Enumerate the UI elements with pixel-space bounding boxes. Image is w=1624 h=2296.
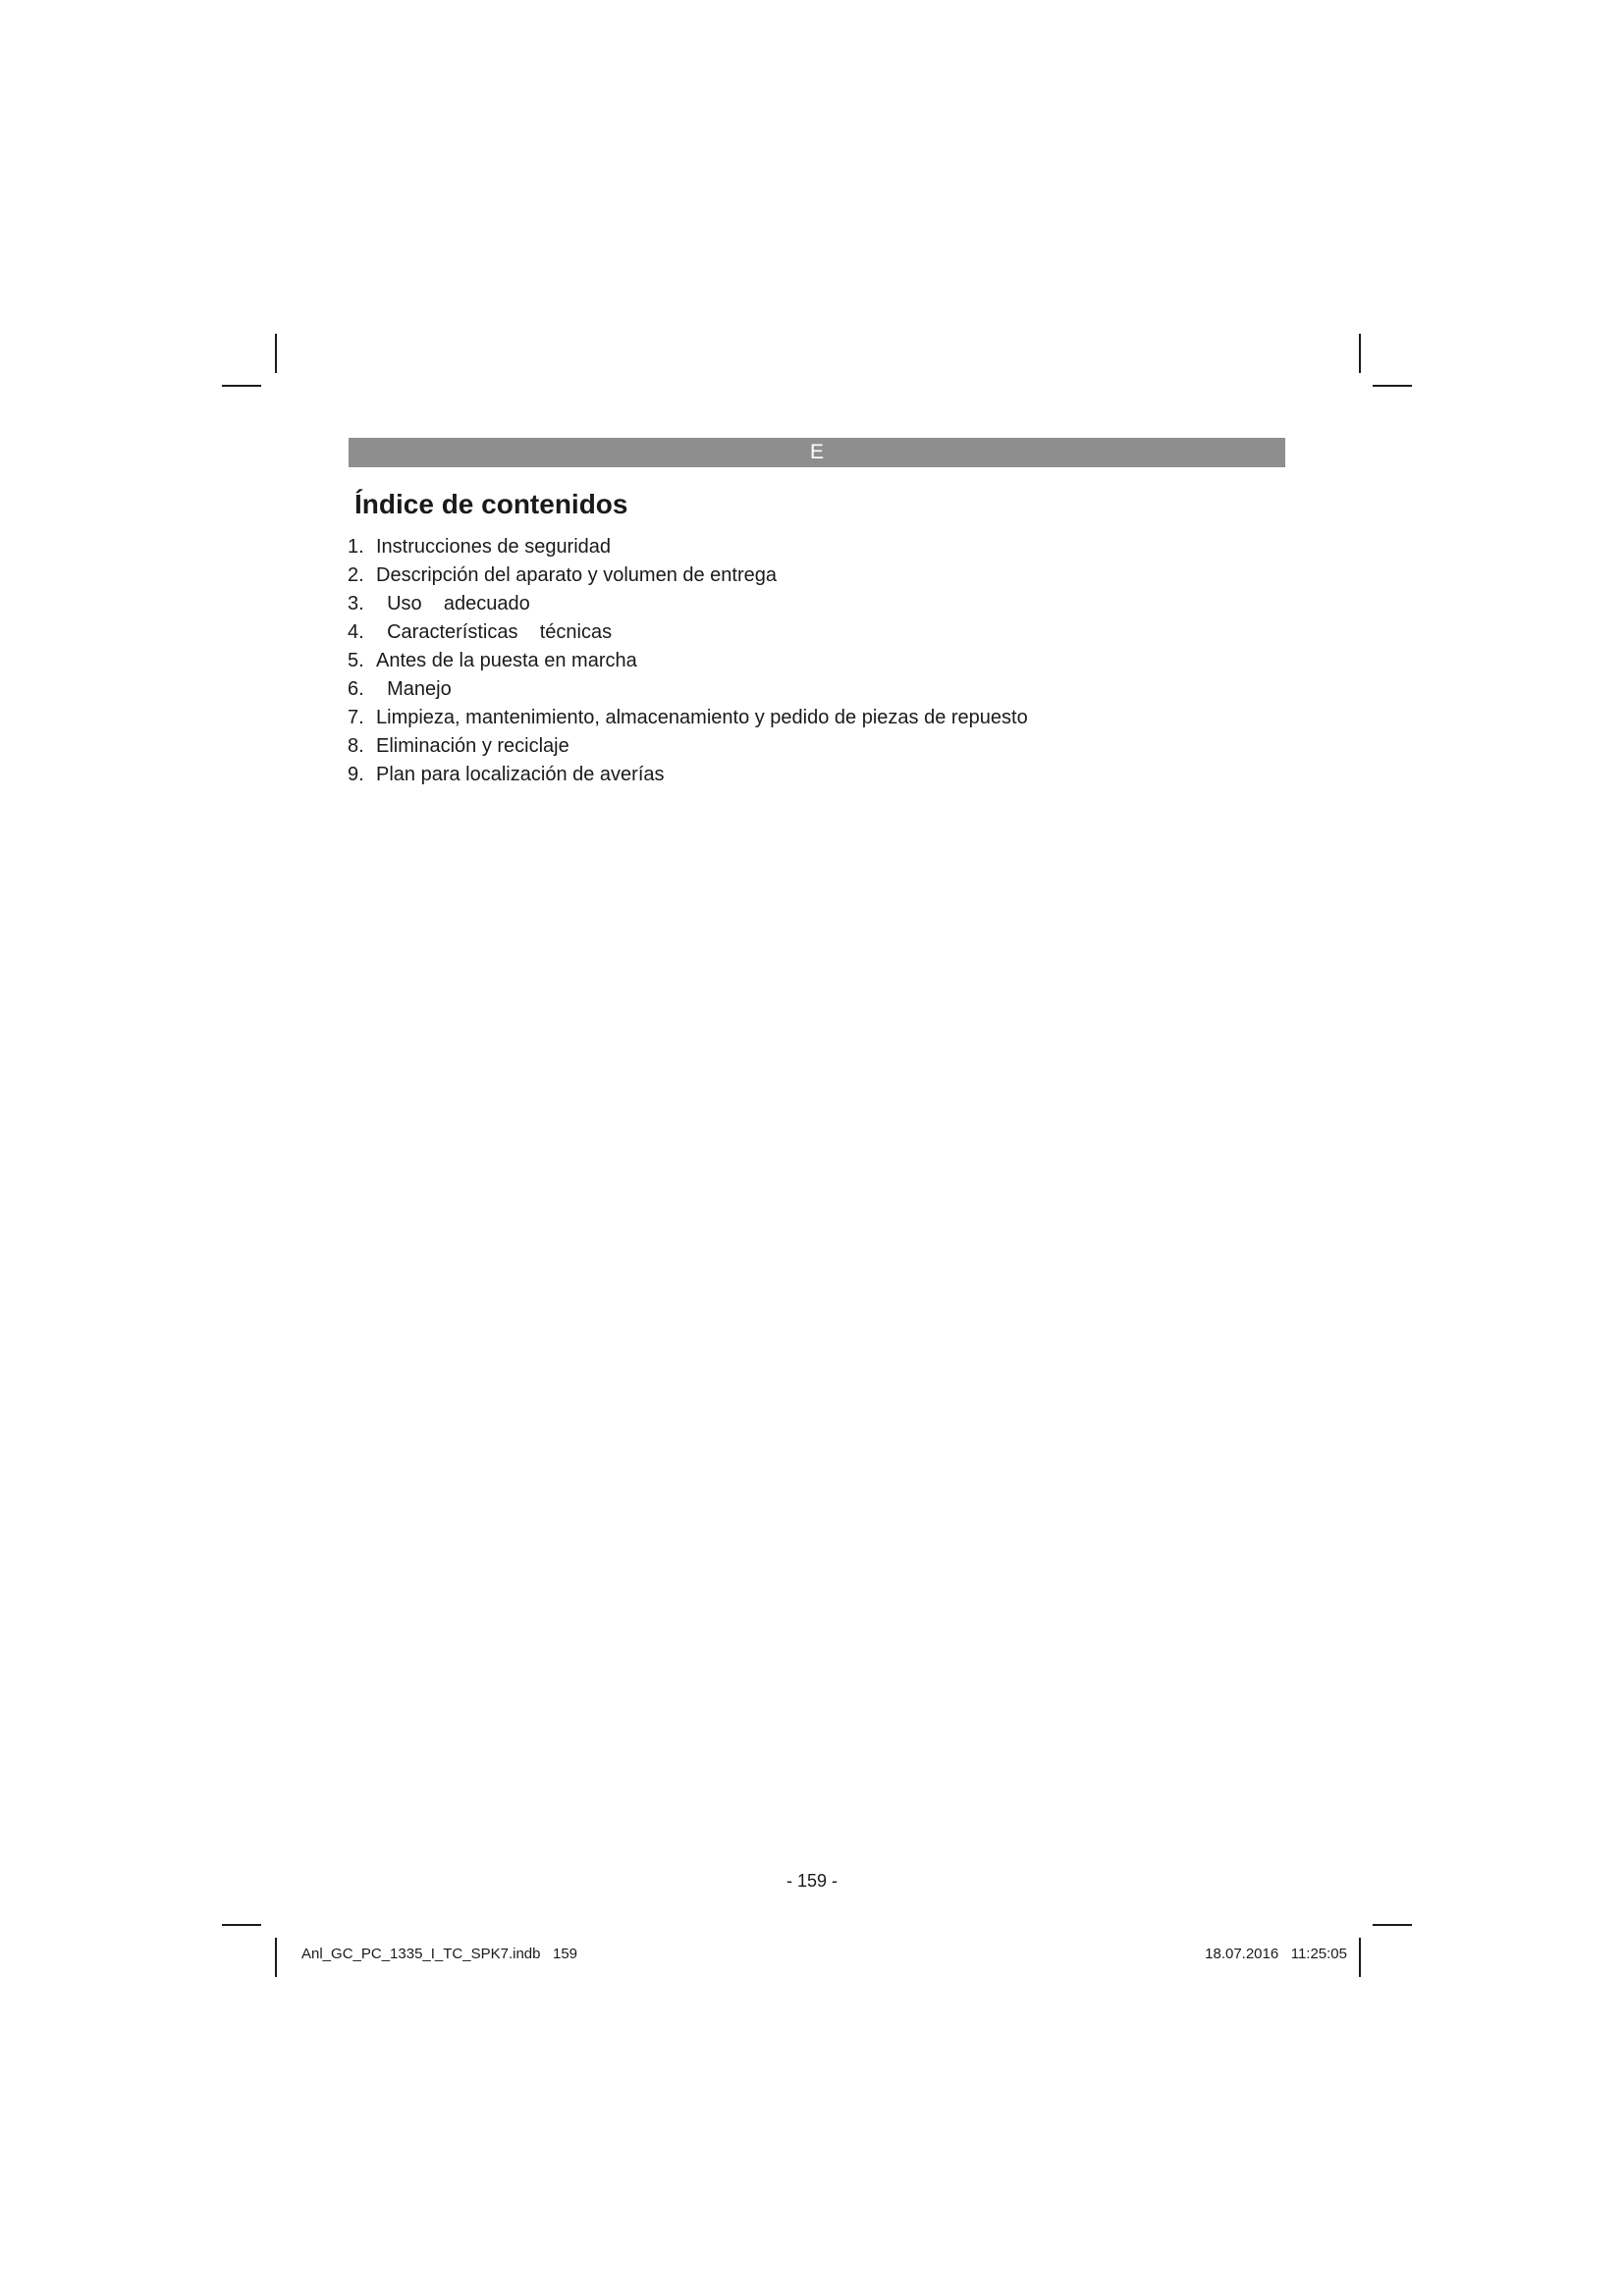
toc-item-number: 2. <box>348 564 364 586</box>
toc-item-number: 4. <box>348 621 364 643</box>
file-info-slug: Anl_GC_PC_1335_I_TC_SPK7.indb 159 <box>301 1946 578 1962</box>
toc-item-text: Antes de la puesta en marcha <box>376 650 637 671</box>
crop-mark-top-right-vertical <box>1359 334 1361 373</box>
crop-mark-top-right-horizontal <box>1373 385 1412 387</box>
toc-item <box>348 732 1028 761</box>
toc-item-text: Limpieza, mantenimiento, almacenamiento y pedido de piezas de repuesto <box>376 707 1028 728</box>
toc-item-text: Eliminación y reciclaje <box>376 735 569 757</box>
toc-item <box>348 704 1028 732</box>
toc-item-number: 7. <box>348 707 364 728</box>
toc-item <box>348 761 1028 789</box>
language-code: E <box>809 441 824 463</box>
toc-item-text: Características técnicas <box>376 621 613 643</box>
crop-mark-bottom-right-vertical <box>1359 1938 1361 1977</box>
page-title: Índice de contenidos <box>354 489 628 519</box>
crop-mark-bottom-left-vertical <box>275 1938 277 1977</box>
toc-item-text: Manejo <box>376 678 452 700</box>
toc-item-text: Uso adecuado <box>376 593 530 614</box>
toc-item-text: Descripción del aparato y volumen de entrega <box>376 564 778 586</box>
crop-mark-top-left-horizontal <box>222 385 261 387</box>
toc-item <box>348 533 1028 561</box>
toc-item <box>348 675 1028 704</box>
toc-item-number: 9. <box>348 764 364 785</box>
toc-item-number: 6. <box>348 678 364 700</box>
toc-item-number: 1. <box>348 536 364 558</box>
toc-item-text: Plan para localización de averías <box>376 764 665 785</box>
toc-item-number: 5. <box>348 650 364 671</box>
table-of-contents <box>348 533 1028 789</box>
toc-item <box>348 647 1028 675</box>
timestamp-slug: 18.07.2016 11:25:05 <box>1205 1946 1347 1962</box>
toc-item <box>348 618 1028 647</box>
language-header-bar <box>349 438 1285 467</box>
crop-mark-top-left-vertical <box>275 334 277 373</box>
page-number: - 159 - <box>785 1871 839 1891</box>
crop-mark-bottom-right-horizontal <box>1373 1924 1412 1926</box>
crop-mark-bottom-left-horizontal <box>222 1924 261 1926</box>
toc-item-number: 8. <box>348 735 364 757</box>
toc-item-number: 3. <box>348 593 364 614</box>
toc-item <box>348 590 1028 618</box>
toc-item <box>348 561 1028 590</box>
toc-item-text: Instrucciones de seguridad <box>376 536 612 558</box>
